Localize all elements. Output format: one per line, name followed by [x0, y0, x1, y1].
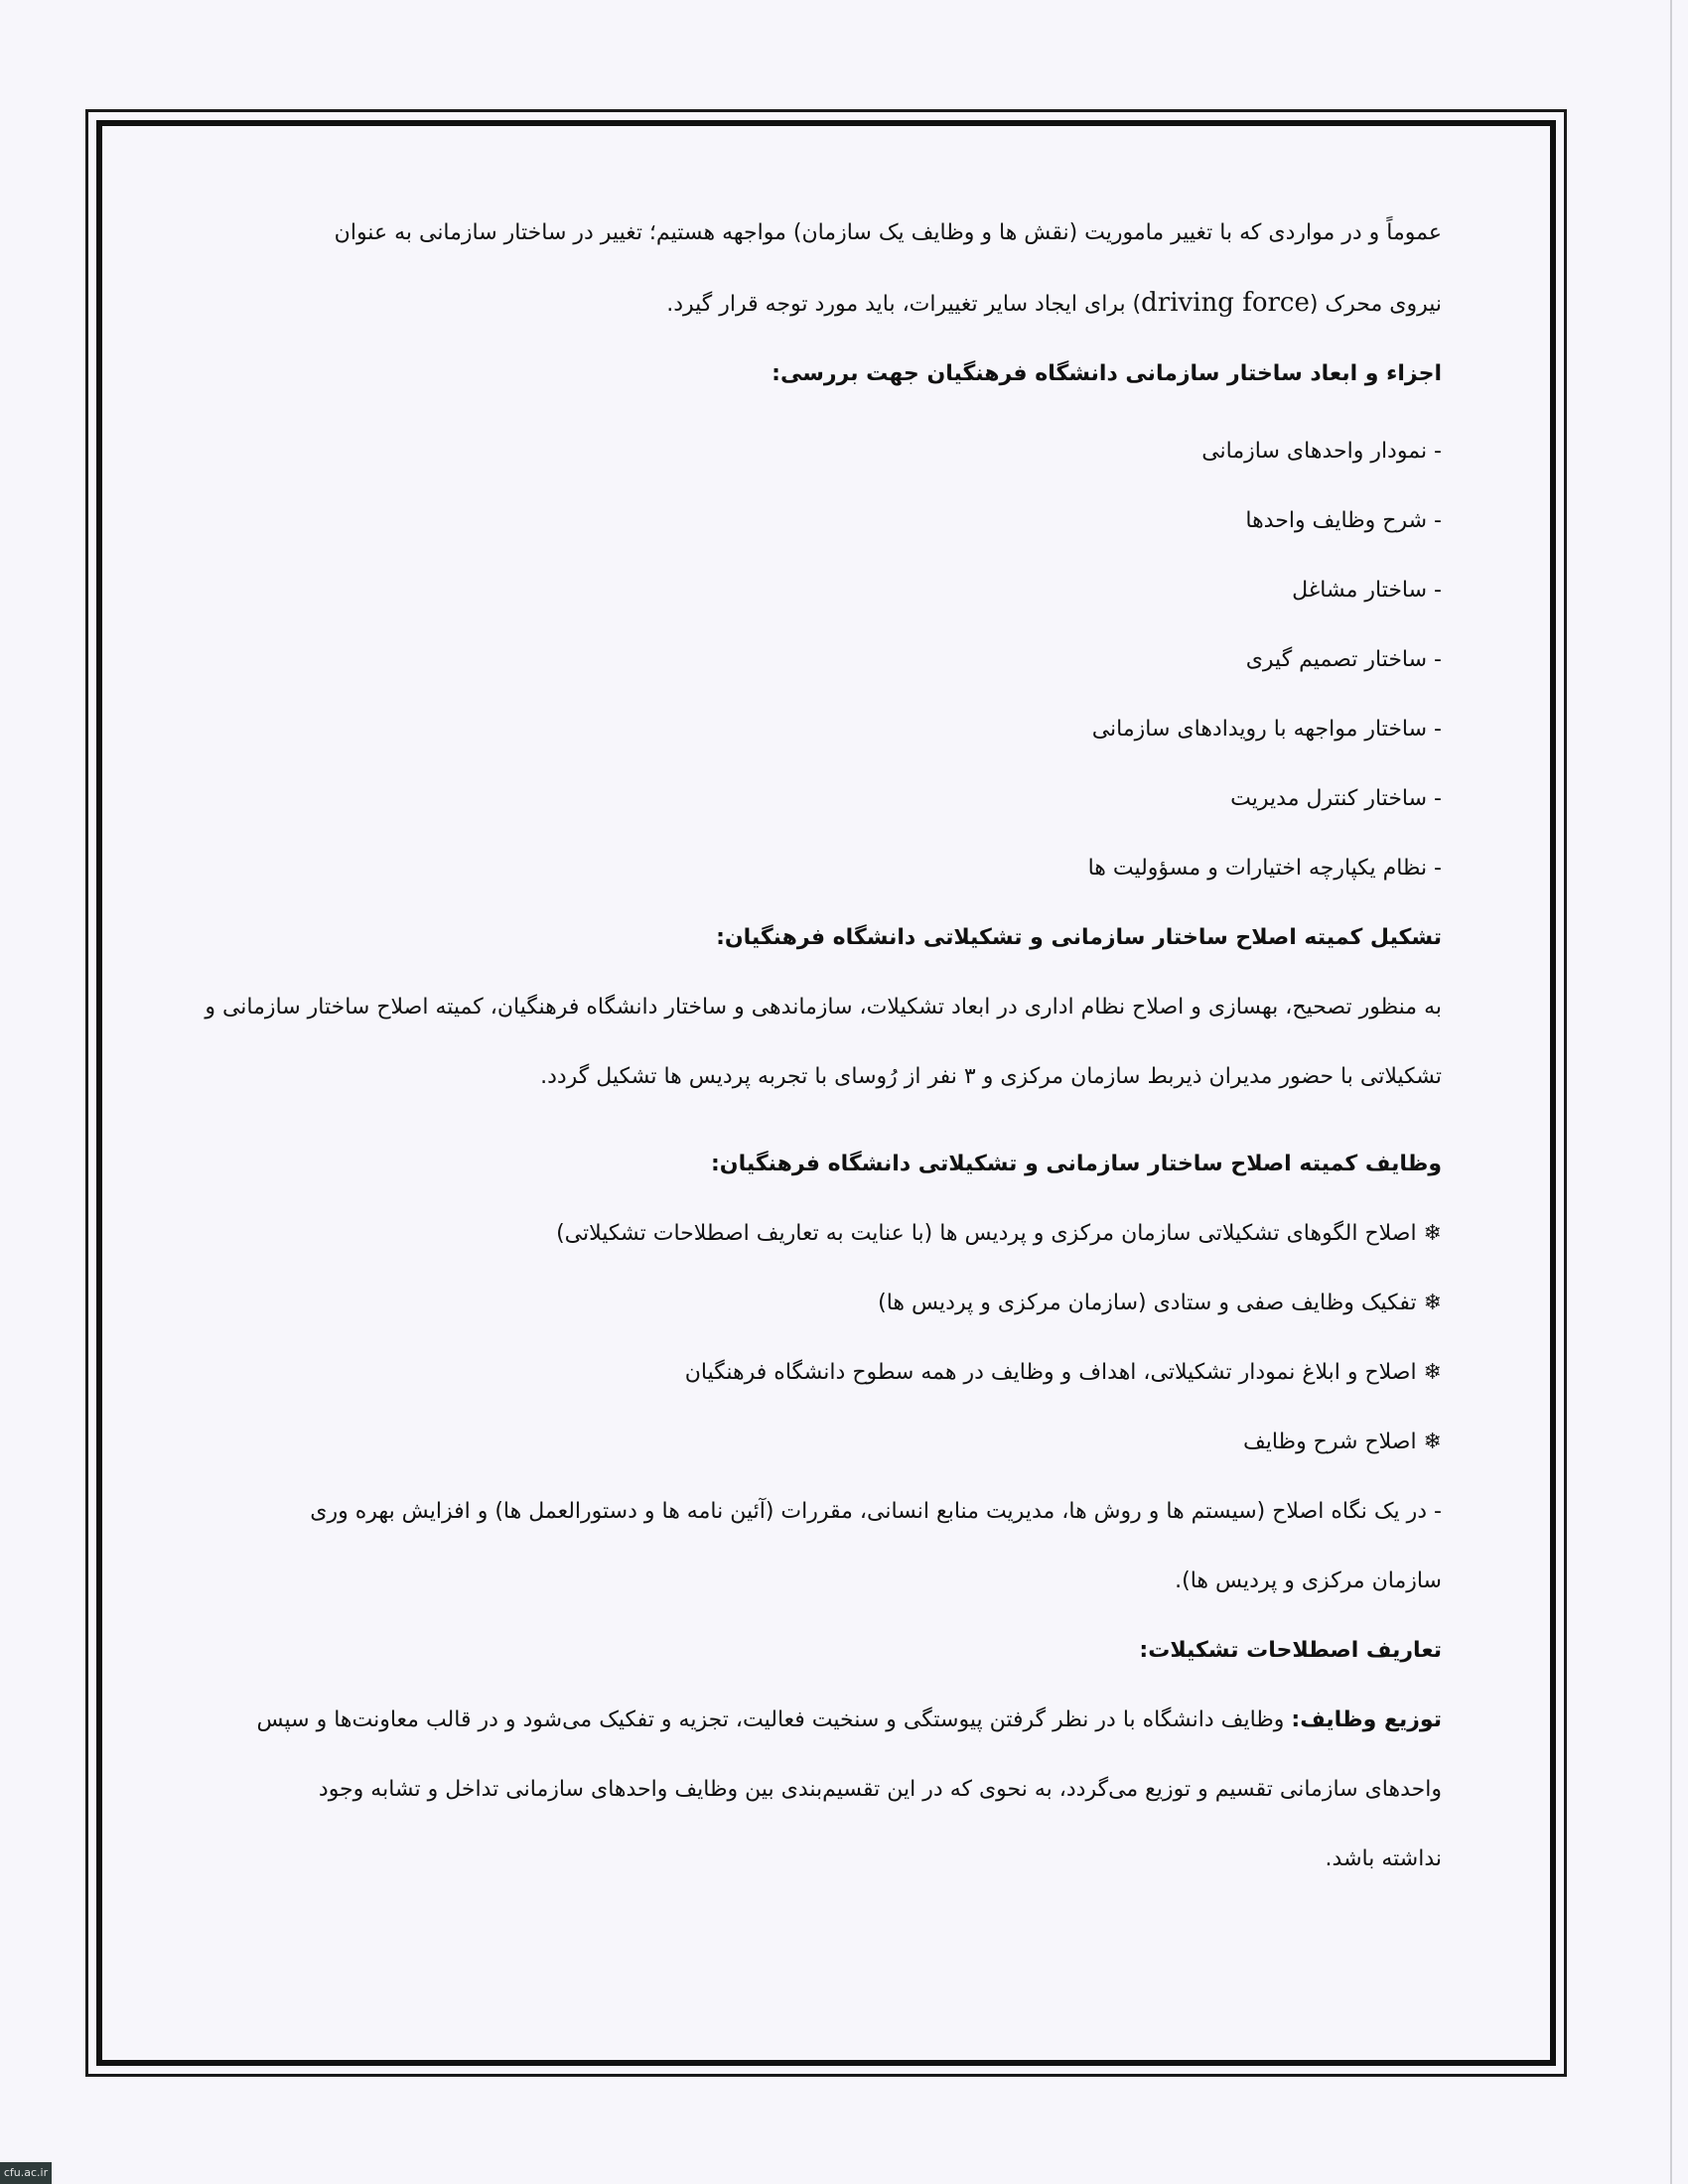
section2-line-2: تشکیلاتی با حضور مدیران ذیربط سازمان مرکزی و ۳ نفر از رُوسای با تجربه پردیس ها تشکیل گردد.	[540, 1064, 1442, 1089]
spacer	[199, 1112, 1442, 1130]
section3-item: ❄ اصلاح الگوهای تشکیلاتی سازمان مرکزی و پردیس ها (با عنایت به تعاریف اصطلاحات تشکیلاتی)	[556, 1221, 1442, 1246]
section1-item: - ساختار تصمیم گیری	[1245, 647, 1442, 672]
section3-item: ❄ اصلاح و ابلاغ نمودار تشکیلاتی، اهداف و وظایف در همه سطوح دانشگاه فرهنگیان	[684, 1360, 1442, 1385]
section3-heading: وظایف کمیته اصلاح ساختار سازمانی و تشکیلاتی دانشگاه فرهنگیان:	[711, 1152, 1442, 1176]
section4-line-1-rest: وظایف دانشگاه با در نظر گرفتن پیوستگی و سنخیت فعالیت، تجزیه و تفکیک می‌شود و در قالب معاونت‌ها و سپس	[256, 1707, 1292, 1732]
section3-extra-line-1: - در یک نگاه اصلاح (سیستم ها و روش ها، مدیریت منابع انسانی، مقررات (آئین نامه ها و دستورالعمل ها) و افزایش بهره وری	[310, 1499, 1442, 1524]
section3-item: ❄ تفکیک وظایف صفی و ستادی (سازمان مرکزی و پردیس ها)	[878, 1291, 1442, 1315]
document-body	[199, 199, 1442, 1894]
intro-line-2-after: ) برای ایجاد سایر تغییرات، باید مورد توجه قرار گیرد.	[666, 292, 1142, 317]
intro-line-1: عموماً و در مواردی که با تغییر ماموریت (نقش ها و وظایف یک سازمان) مواجهه هستیم؛ تغییر در ساختار سازمانی به عنوان	[334, 220, 1442, 245]
intro-line-2-before: نیروی محرک (	[1309, 292, 1442, 317]
section1-item: - شرح وظایف واحدها	[1245, 508, 1442, 533]
section1-item: - ساختار مشاغل	[1292, 578, 1442, 603]
section1-item: - ساختار مواجهه با رویدادهای سازمانی	[1091, 717, 1442, 742]
section4-heading: تعاریف اصطلاحات تشکیلات:	[1139, 1638, 1442, 1663]
section2-line-1: به منظور تصحیح، بهسازی و اصلاح نظام اداری در ابعاد تشکیلات، سازماندهی و ساختار دانشگاه فرهنگیان، کمیته اصلاح ساختار سازمانی و	[205, 995, 1442, 1020]
section2-heading: تشکیل کمیته اصلاح ساختار سازمانی و تشکیلاتی دانشگاه فرهنگیان:	[716, 925, 1442, 950]
section1-item: - نظام یکپارچه اختیارات و مسؤولیت ها	[1087, 856, 1442, 881]
driving-force-term: driving force	[1141, 288, 1310, 318]
scan-edge	[1670, 0, 1672, 2184]
section4-term: توزیع وظایف:	[1291, 1707, 1442, 1732]
section4-line-2: واحدهای سازمانی تقسیم و توزیع می‌گردد، به نحوی که در این تقسیم‌بندی بین وظایف واحدهای سازمانی تداخل و تشابه وجود	[318, 1777, 1442, 1802]
section1-item: - نمودار واحدهای سازمانی	[1201, 439, 1442, 464]
site-stamp: cfu.ac.ir	[0, 2162, 52, 2184]
intro-line-2	[199, 268, 1442, 340]
section1-heading: اجزاء و ابعاد ساختار سازمانی دانشگاه فرهنگیان جهت بررسی:	[772, 361, 1442, 386]
section1-item: - ساختار کنترل مدیریت	[1230, 786, 1442, 811]
section3-item: ❄ اصلاح شرح وظایف	[1242, 1430, 1442, 1454]
section4-line-3: نداشته باشد.	[1325, 1846, 1442, 1871]
section4-line-1	[199, 1686, 1442, 1755]
spacer	[199, 409, 1442, 417]
section3-extra-line-2: سازمان مرکزی و پردیس ها).	[1175, 1569, 1442, 1593]
